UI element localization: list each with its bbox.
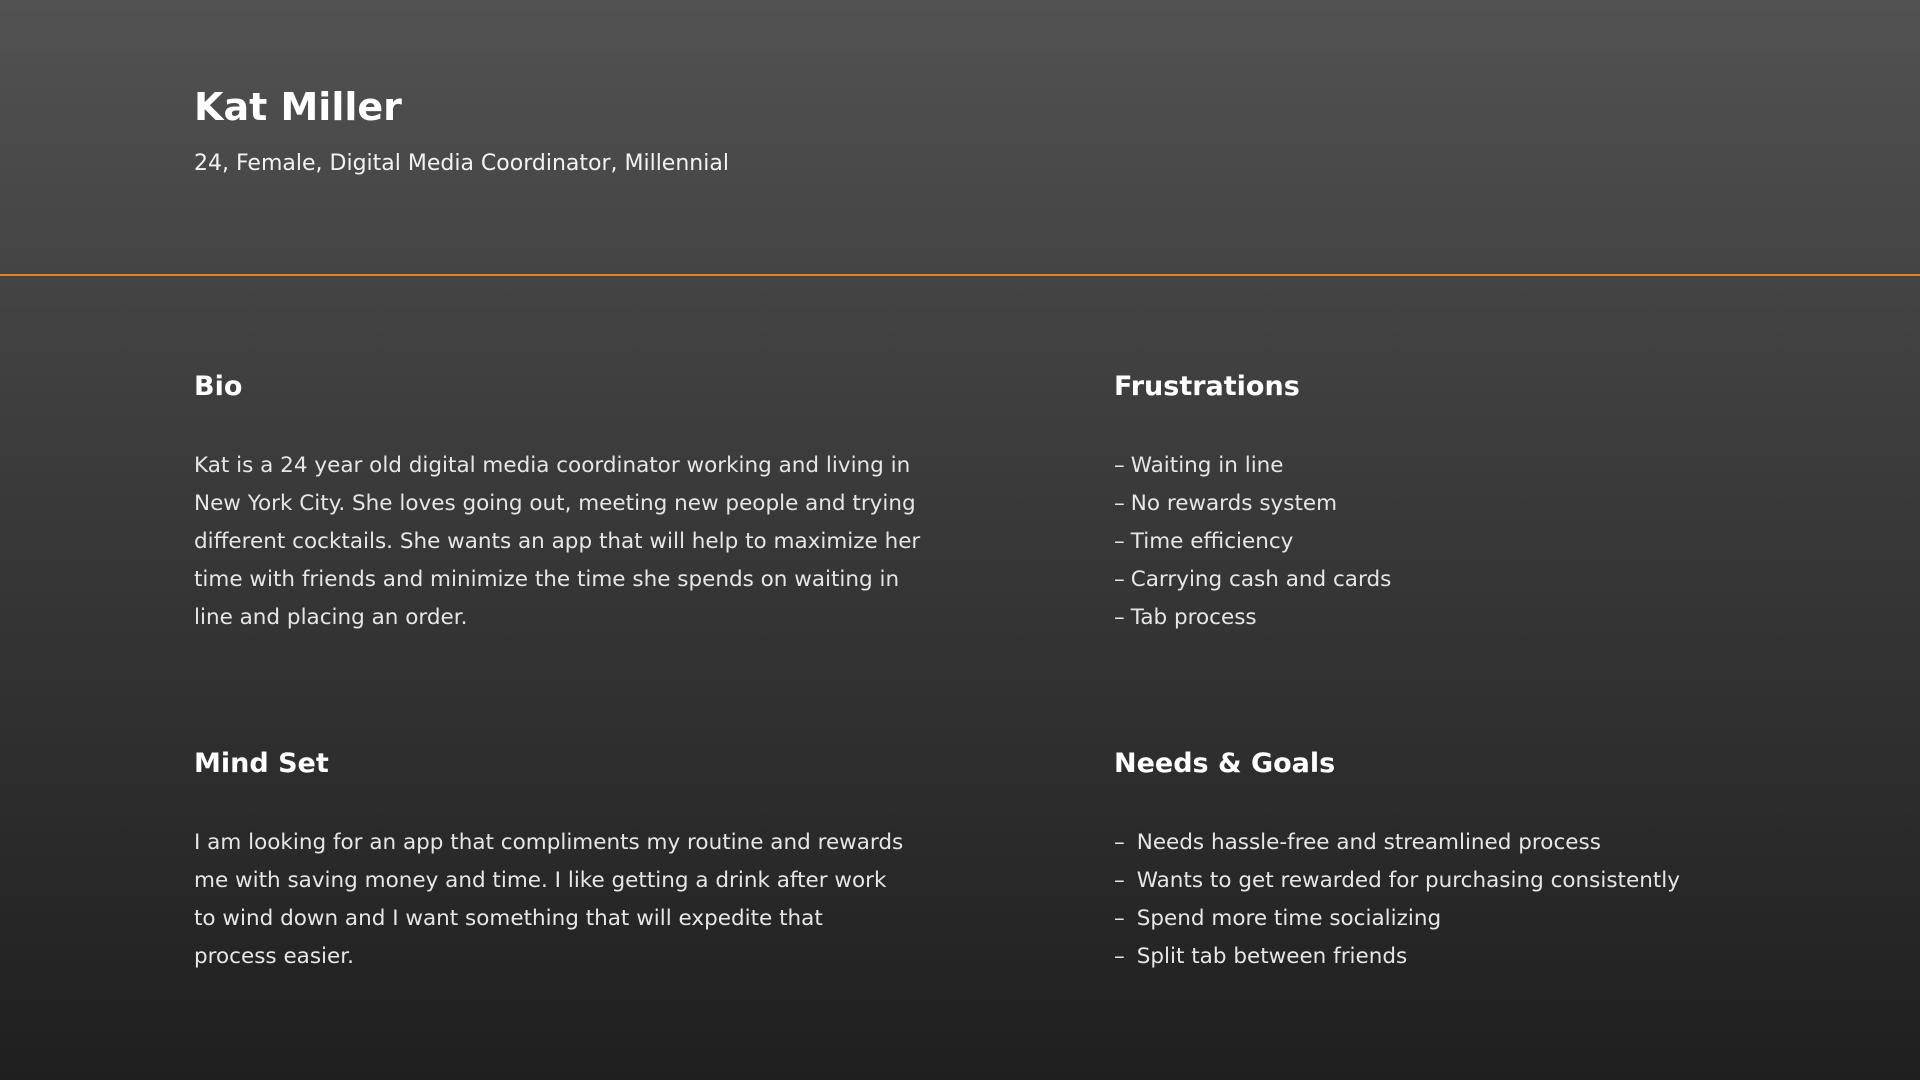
persona-name: Kat Miller bbox=[194, 85, 402, 129]
persona-header bbox=[194, 82, 1694, 179]
list-item bbox=[1114, 900, 1854, 938]
mindset-line: I am looking for an app that compliments my routine and rewards bbox=[194, 830, 904, 855]
dash-marker: – bbox=[1114, 453, 1125, 478]
bio-line: line and placing an order. bbox=[194, 605, 468, 630]
list-item bbox=[1114, 862, 1854, 900]
dash-marker: – bbox=[1114, 491, 1125, 516]
mindset-section bbox=[194, 746, 934, 976]
header-divider bbox=[0, 274, 1920, 276]
goal-text: Needs hassle-free and streamlined process bbox=[1136, 830, 1601, 855]
frustrations-list bbox=[1114, 447, 1814, 637]
needs-goals-list bbox=[1114, 824, 1854, 976]
dash-marker: – bbox=[1114, 567, 1125, 592]
mindset-line: process easier. bbox=[194, 944, 354, 969]
list-item bbox=[1114, 523, 1814, 561]
list-item bbox=[1114, 561, 1814, 599]
dash-marker: – bbox=[1114, 529, 1125, 554]
frustrations-section bbox=[1114, 369, 1814, 637]
needs-goals-section bbox=[1114, 746, 1854, 976]
bio-line: different cocktails. She wants an app that will help to maximize her bbox=[194, 529, 921, 554]
frustration-text: Waiting in line bbox=[1130, 453, 1284, 478]
list-item bbox=[1114, 824, 1854, 862]
list-item bbox=[1114, 485, 1814, 523]
frustration-text: Time efficiency bbox=[1130, 529, 1294, 554]
dash-marker: – bbox=[1114, 944, 1125, 969]
frustrations-title: Frustrations bbox=[1114, 371, 1300, 402]
dash-marker: – bbox=[1114, 830, 1125, 855]
frustration-text: No rewards system bbox=[1130, 491, 1338, 516]
frustration-text: Carrying cash and cards bbox=[1130, 567, 1392, 592]
bio-line: New York City. She loves going out, meeting new people and trying bbox=[194, 491, 916, 516]
goal-text: Wants to get rewarded for purchasing consistently bbox=[1136, 868, 1680, 893]
mindset-line: me with saving money and time. I like getting a drink after work bbox=[194, 868, 887, 893]
dash-marker: – bbox=[1114, 906, 1125, 931]
goal-text: Split tab between friends bbox=[1136, 944, 1408, 969]
mindset-title: Mind Set bbox=[194, 748, 329, 779]
frustration-text: Tab process bbox=[1130, 605, 1257, 630]
list-item bbox=[1114, 599, 1814, 637]
bio-text bbox=[194, 447, 934, 637]
dash-marker: – bbox=[1114, 868, 1125, 893]
mindset-line: to wind down and I want something that will expedite that bbox=[194, 906, 823, 931]
persona-subtitle: 24, Female, Digital Media Coordinator, Millennial bbox=[194, 151, 729, 176]
bio-title: Bio bbox=[194, 371, 243, 402]
needs-goals-title: Needs & Goals bbox=[1114, 748, 1336, 779]
bio-line: Kat is a 24 year old digital media coordinator working and living in bbox=[194, 453, 911, 478]
goal-text: Spend more time socializing bbox=[1136, 906, 1442, 931]
dash-marker: – bbox=[1114, 605, 1125, 630]
bio-line: time with friends and minimize the time she spends on waiting in bbox=[194, 567, 900, 592]
list-item bbox=[1114, 938, 1854, 976]
list-item bbox=[1114, 447, 1814, 485]
bio-section bbox=[194, 369, 934, 637]
mindset-text bbox=[194, 824, 934, 976]
